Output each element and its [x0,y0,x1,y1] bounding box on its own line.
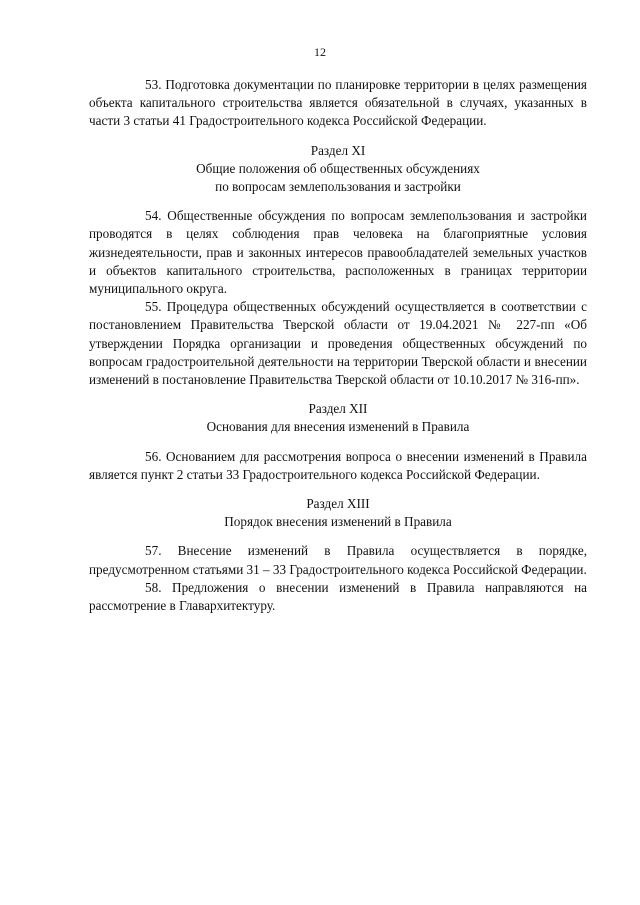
paragraph-56: 56. Основанием для рассмотрения вопроса о внесении изменений в Правила является пункт 2 статьи 33 Градостроительного кодекса Российской Федерации. [89,448,587,482]
paragraph-55: 55. Процедура общественных обсуждений осуществляется в соответствии с постановлением Правительства Тверской области от 19.04.2021 № 227-пп «Об утверждении Порядка организации и проведения общественных обсуждений по вопросам градостроительной деятельности на территории Тверской области и внесении изменений в постановление Правительства Тверской области от 10.10.2017 № 316-пп». [89,299,587,388]
paragraph-54: 54. Общественные обсуждения по вопросам землепользования и застройки проводятся в целях соблюдения прав человека на благоприятные условия жизнедеятельности, прав и законных интересов правообладателей земельных участков и объектов капитального строительства, расположенных в границах территории муниципального округа. [89,208,587,297]
paragraph-58: 58. Предложения о внесении изменений в Правила направляются на рассмотрение в Главархитектуру. [89,579,587,614]
section-13-label: Раздел XIII [306,496,370,512]
section-12-label: Раздел XII [308,401,368,417]
section-12-title: Основания для внесения изменений в Правила [206,419,470,435]
paragraph-57: 57. Внесение изменений в Правила осуществляется в порядке, предусмотренном статьями 31 – 33 Градостроительного кодекса Российской Федерации. [89,543,587,577]
document-body [89,76,587,615]
section-13-title: Порядок внесения изменений в Правила [224,514,452,530]
section-11-title-line1: Общие положения об общественных обсуждениях [196,160,480,176]
section-11-title-line2: по вопросам землепользования и застройки [215,179,461,195]
section-11-label: Раздел XI [310,142,366,158]
paragraph-53: 53. Подготовка документации по планировке территории в целях размещения объекта капитального строительства является обязательной в случаях, указанных в части 3 статьи 41 Градостроительного кодекса Российской Федерации. [89,77,587,129]
page-number: 12 [314,45,326,59]
